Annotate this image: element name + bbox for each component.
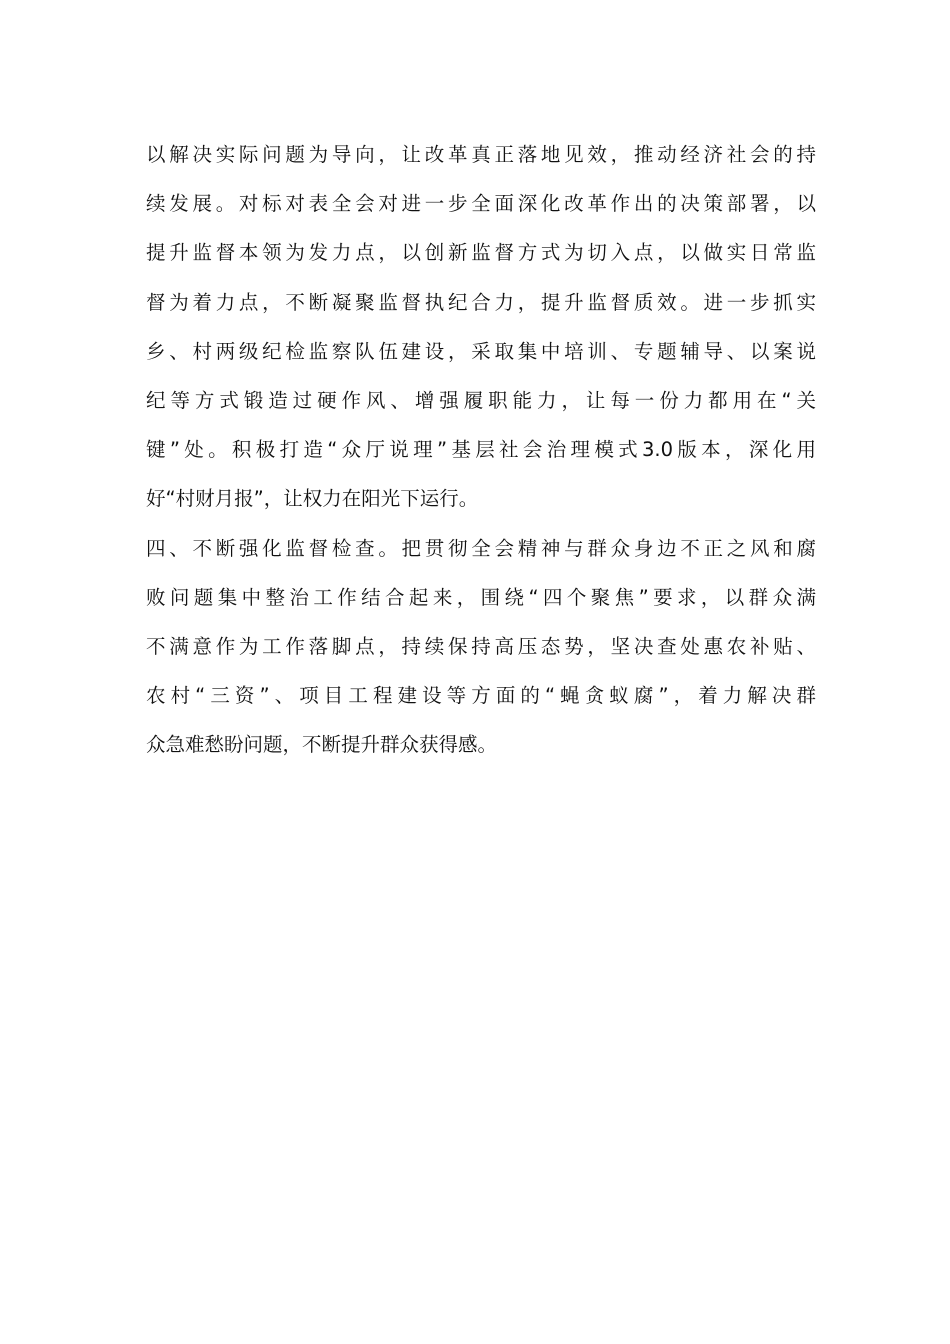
text-line: 败问题集中整治工作结合起来，围绕“四个聚焦”要求，以群众满 [146, 585, 816, 609]
text-line: 乡、村两级纪检监察队伍建设，采取集中培训、专题辅导、以案说 [146, 339, 816, 363]
text-line: 众急难愁盼问题，不断提升群众获得感。 [146, 733, 498, 757]
text-line: 以解决实际问题为导向，让改革真正落地见效，推动经济社会的持 [146, 143, 816, 166]
text-line: 键”处。积极打造“众厅说理”基层社会治理模式3.0版本，深化用 [146, 438, 816, 462]
text-line: 不满意作为工作落脚点，持续保持高压态势，坚决查处惠农补贴、 [146, 634, 816, 658]
text-line: 督为着力点，不断凝聚监督执纪合力，提升监督质效。进一步抓实 [146, 290, 816, 314]
section-heading-line: 四、不断强化监督检查。把贯彻全会精神与群众身边不正之风和腐 [146, 536, 816, 560]
text-line: 纪等方式锻造过硬作风、增强履职能力，让每一份力都用在“关 [146, 388, 816, 412]
text-line: 提升监督本领为发力点，以创新监督方式为切入点，以做实日常监 [146, 241, 816, 265]
text-line: 好“村财月报”，让权力在阳光下运行。 [146, 487, 479, 511]
body-text [146, 130, 816, 769]
text-line: 农村“三资”、项目工程建设等方面的“蝇贪蚁腐”，着力解决群 [146, 684, 816, 708]
text-line: 续发展。对标对表全会对进一步全面深化改革作出的决策部署，以 [146, 192, 816, 216]
